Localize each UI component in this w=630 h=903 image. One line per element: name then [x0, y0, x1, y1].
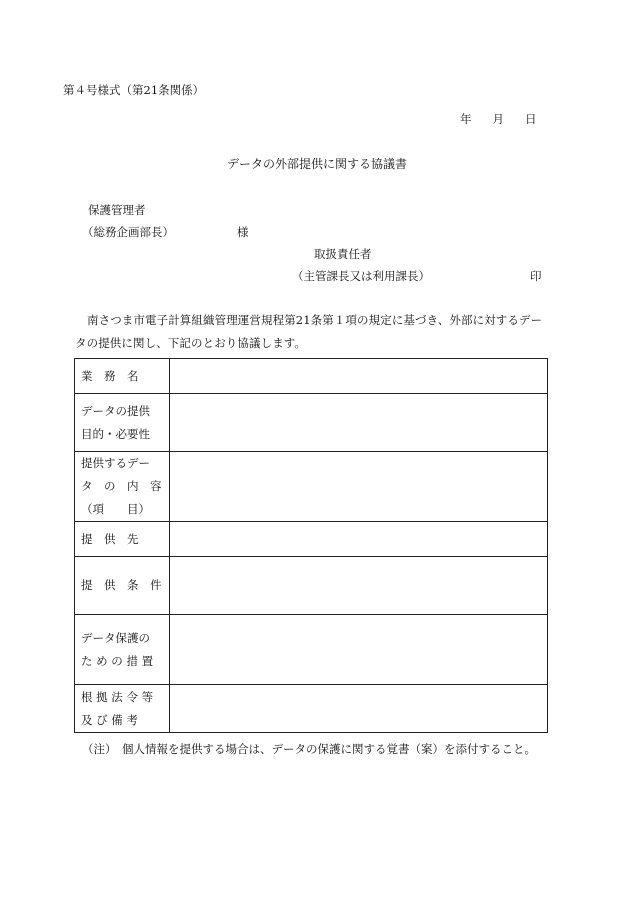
field-business-name[interactable]	[170, 359, 548, 394]
addressee-dept: （総務企画部長）	[82, 225, 174, 239]
field-conditions[interactable]	[170, 557, 548, 615]
table-row-content	[75, 452, 548, 522]
label-business-name: 業 務 名	[75, 359, 170, 394]
label-protection: データ保護の た め の 措 置	[75, 615, 170, 685]
table-row-legal-basis	[75, 685, 548, 733]
table-row-conditions	[75, 557, 548, 615]
addressee-role: 保護管理者	[88, 203, 146, 217]
body-paragraph: 南さつま市電子計算組織管理運営規程第21条第１項の規定に基づき、外部に対するデータの提供に関し、下記のとおり協議します。	[75, 313, 543, 350]
field-content[interactable]	[170, 452, 548, 522]
table-row-recipient	[75, 522, 548, 557]
label-recipient: 提 供 先	[75, 522, 170, 557]
form-number: 第４号様式（第21条関係）	[63, 83, 205, 97]
date-year: 年	[460, 112, 472, 126]
label-content: 提供するデー タ の 内 容 （項 目）	[75, 452, 170, 522]
table-row-protection	[75, 615, 548, 685]
field-purpose[interactable]	[170, 394, 548, 452]
seal-mark: 印	[530, 269, 542, 283]
field-legal-basis[interactable]	[170, 685, 548, 733]
sender-dept: （主管課長又は利用課長）	[292, 269, 430, 283]
label-legal-basis: 根 拠 法 令 等 及 び 備 考	[75, 685, 170, 733]
footnote-mark: （注）	[82, 742, 117, 756]
field-recipient[interactable]	[170, 522, 548, 557]
footnote-text: 個人情報を提供する場合は、データの保護に関する覚書（案）を添付すること。	[122, 742, 536, 756]
date-day: 日	[525, 112, 537, 126]
label-purpose: データの提供 目的・必要性	[75, 394, 170, 452]
date-line	[460, 111, 537, 127]
label-conditions: 提 供 条 件	[75, 557, 170, 615]
form-table	[74, 358, 548, 733]
table-row-business-name	[75, 359, 548, 394]
sender-role: 取扱責任者	[314, 247, 372, 261]
footnote	[82, 741, 536, 757]
addressee-honorific: 様	[237, 225, 249, 239]
document-title: データの外部提供に関する協議書	[227, 157, 408, 171]
date-month: 月	[492, 112, 504, 126]
table-row-purpose	[75, 394, 548, 452]
field-protection[interactable]	[170, 615, 548, 685]
